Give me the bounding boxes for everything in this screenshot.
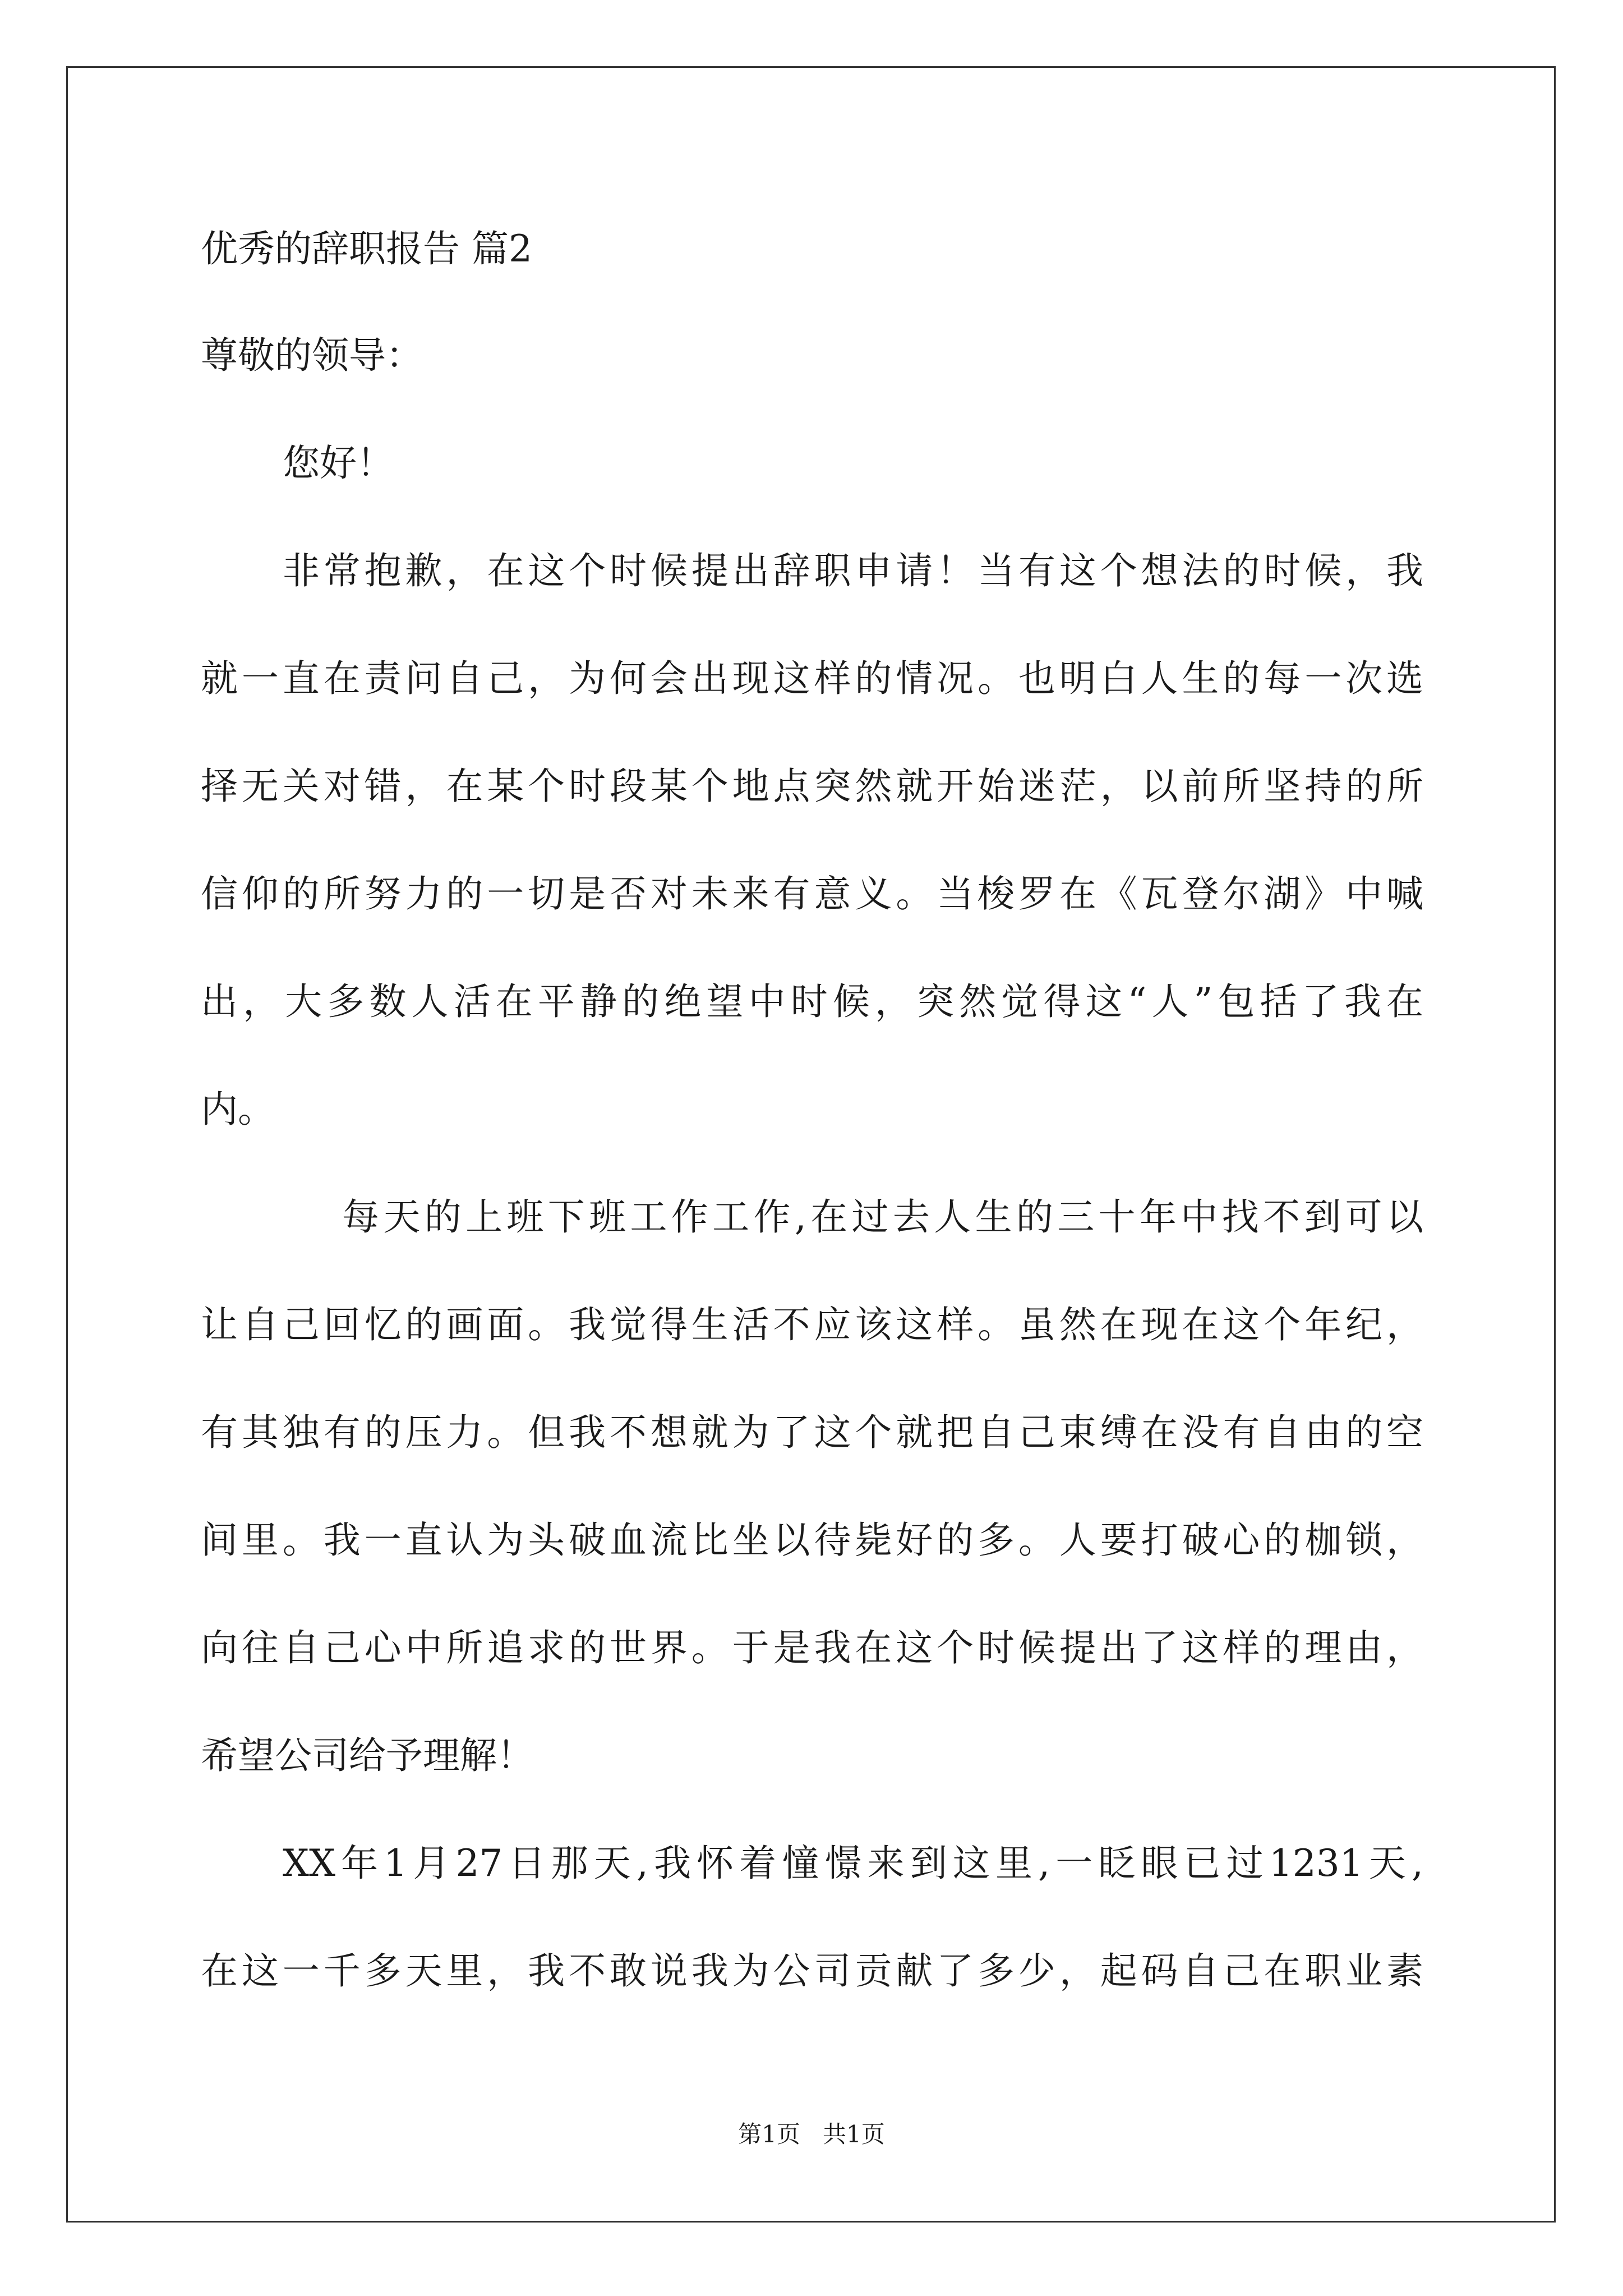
paragraph-line: 希望公司给予理解！ bbox=[201, 1734, 534, 1777]
paragraph-line: 信仰的所努力的一切是否对未来有意义。当梭罗在《瓦登尔湖》中喊 bbox=[201, 872, 1423, 915]
paragraph-line: 向往自己心中所追求的世界。于是我在这个时候提出了这样的理由， bbox=[201, 1626, 1423, 1669]
paragraph-line: 就一直在责问自己，为何会出现这样的情况。也明白人生的每一次选 bbox=[201, 657, 1423, 700]
salutation: 尊敬的领导： bbox=[201, 334, 423, 377]
paragraph-line: 出，大多数人活在平静的绝望中时候，突然觉得这“人”包括了我在 bbox=[201, 980, 1423, 1023]
document-title: 优秀的辞职报告 篇2 bbox=[201, 227, 532, 270]
paragraph-line: 每天的上班下班工作工作,在过去人生的三十年中找不到可以 bbox=[342, 1195, 1423, 1239]
paragraph-line: 有其独有的压力。但我不想就为了这个就把自己束缚在没有自由的空 bbox=[201, 1411, 1423, 1454]
paragraph-line: XX年1月27日那天,我怀着憧憬来到这里,一眨眼已过1231天, bbox=[283, 1842, 1423, 1885]
greeting: 您好！ bbox=[283, 441, 394, 485]
paragraph-line: 择无关对错，在某个时段某个地点突然就开始迷茫，以前所坚持的所 bbox=[201, 765, 1423, 808]
paragraph-line: 在这一千多天里，我不敢说我为公司贡献了多少，起码自己在职业素 bbox=[201, 1949, 1423, 1993]
paragraph-line: 让自己回忆的画面。我觉得生活不应该这样。虽然在现在这个年纪， bbox=[201, 1303, 1423, 1346]
paragraph-line: 非常抱歉，在这个时候提出辞职申请！当有这个想法的时候，我 bbox=[283, 549, 1423, 592]
paragraph-line: 间里。我一直认为头破血流比坐以待毙好的多。人要打破心的枷锁， bbox=[201, 1519, 1423, 1562]
paragraph-line: 内。 bbox=[201, 1088, 275, 1131]
page-footer: 第1页 共1页 bbox=[738, 2120, 885, 2148]
page-border bbox=[66, 66, 1556, 2223]
